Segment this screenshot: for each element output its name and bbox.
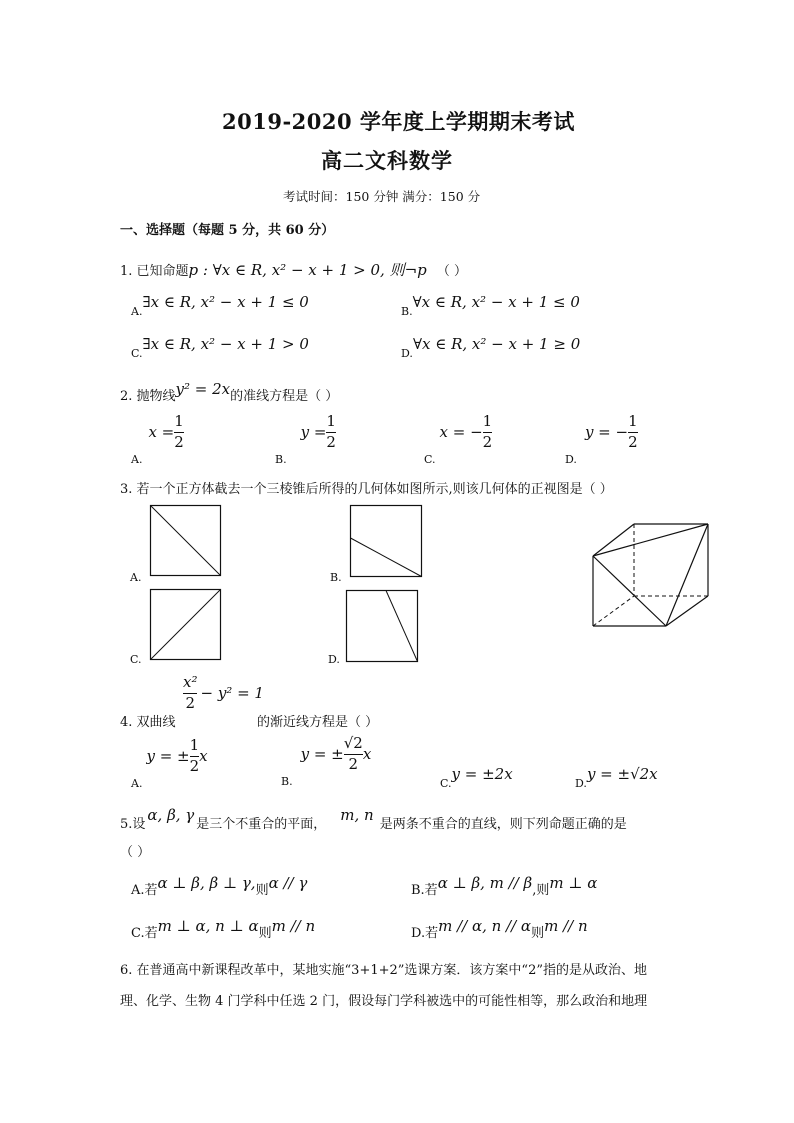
q3-option-c-figure <box>150 589 222 661</box>
q1-option-d-label: D. <box>401 347 413 360</box>
q5-option-c-then: 则 <box>258 926 272 941</box>
q5-option-a-label: A.若 <box>131 883 158 898</box>
q3-option-a-label: A. <box>130 571 142 584</box>
q5-stem-b: 是三个不重合的平面， <box>196 817 327 832</box>
exam-info: 考试时间：150 分钟 满分：150 分 <box>283 189 481 204</box>
q5-stem <box>120 806 627 832</box>
q4-option-c <box>440 764 513 790</box>
q1-option-b <box>401 292 580 318</box>
q1-option-b-label: B. <box>401 305 413 318</box>
q5-option-d-label: D.若 <box>411 926 439 941</box>
q1-option-c <box>131 334 309 360</box>
q4-option-d-math: y = ±√2x <box>586 765 658 783</box>
q4-option-a-frac <box>190 738 200 775</box>
q4-option-b <box>281 736 371 788</box>
q1-stem-prefix: 1. 已知命题 <box>120 264 189 279</box>
q3-stem: 3. 若一个正方体截去一个三棱锥后所得的几何体如图所示,则该几何体的正视图是（ ） <box>120 482 613 497</box>
q4-option-c-label: C. <box>440 777 452 790</box>
q4-equation-frac <box>183 675 197 712</box>
q5-stem-mn: m, n <box>340 806 374 824</box>
q4-option-c-math: y = ±2x <box>451 765 513 783</box>
q4-option-a <box>131 738 208 790</box>
q4-option-a-lhs: y = ± <box>146 746 190 765</box>
q5-option-b-label: B.若 <box>411 883 438 898</box>
q2-option-d-lhs: y = − <box>584 422 629 441</box>
exam-subtitle: 高二文科数学 <box>321 148 453 173</box>
q4-eq-den: 2 <box>185 693 196 712</box>
q3-option-d-label: D. <box>328 653 340 666</box>
q5-option-b-concl: m ⊥ α <box>549 874 598 892</box>
q5-option-b-math: α ⊥ β, m // β <box>437 874 533 892</box>
q2-stem <box>120 380 338 404</box>
q4-option-a-den: 2 <box>189 756 200 775</box>
q5-option-d-concl: m // n <box>544 917 588 935</box>
q4-option-a-tail: x <box>199 746 208 765</box>
q1-option-c-label: C. <box>131 347 143 360</box>
q2-option-c <box>424 414 492 466</box>
q5-option-a <box>131 873 307 898</box>
q4-stem-suffix: 的渐近线方程是（ ） <box>257 715 379 730</box>
q4-eq-rest: − y² = 1 <box>200 683 264 702</box>
q2-option-d-num: 1 <box>628 412 638 430</box>
q5-stem-greek: α, β, γ <box>147 806 195 824</box>
q5-option-a-concl: α // γ <box>268 874 308 892</box>
q4-option-b-tail: x <box>362 744 372 763</box>
q4-option-b-den: 2 <box>348 754 359 773</box>
q6-line-1: 6. 在普通高中新课程改革中，某地实施“3+1+2”选课方案．该方案中“2”指的是从政治、地 <box>120 963 647 978</box>
q3-option-c-label: C. <box>130 653 142 666</box>
q2-option-b-label: B. <box>275 452 287 466</box>
q5-option-c-concl: m // n <box>271 917 316 935</box>
q2-option-b-frac <box>326 414 336 451</box>
q5-option-b-then: ,则 <box>532 883 550 898</box>
q2-option-a-num: 1 <box>174 412 184 430</box>
q3-solid-figure <box>590 520 715 630</box>
q1-option-c-math: ∃x ∈ R, x² − x + 1 > 0 <box>142 335 309 353</box>
q1-option-b-math: ∀x ∈ R, x² − x + 1 ≤ 0 <box>412 293 580 311</box>
q4-eq-num: x² <box>183 673 198 691</box>
q5-option-d-math: m // α, n // α <box>438 917 532 935</box>
q5-option-d-then: 则 <box>531 926 545 941</box>
q1-option-d <box>401 334 580 360</box>
q1-stem <box>120 259 467 280</box>
q4-option-a-num: 1 <box>189 736 200 754</box>
q1-paren: （ ） <box>436 264 468 279</box>
section-heading: 一、选择题（每题 5 分，共 60 分） <box>120 223 335 238</box>
q4-option-a-label: A. <box>131 776 143 790</box>
q2-option-a-den: 2 <box>174 432 184 451</box>
q2-stem-math: y² = 2x <box>175 380 231 398</box>
q1-option-d-math: ∀x ∈ R, x² − x + 1 ≥ 0 <box>412 335 581 353</box>
q5-option-b <box>411 873 597 898</box>
q2-option-a-label: A. <box>131 452 143 466</box>
q5-option-c-label: C.若 <box>131 926 158 941</box>
q5-option-a-math: α ⊥ β, β ⊥ γ, <box>157 874 256 892</box>
q2-option-a-frac <box>174 414 184 451</box>
q1-option-a-math: ∃x ∈ R, x² − x + 1 ≤ 0 <box>142 293 309 311</box>
q2-option-c-label: C. <box>424 452 436 466</box>
q1-option-a <box>131 292 309 318</box>
q5-stem-a: 5.设 <box>120 817 146 832</box>
q4-option-d <box>575 764 658 790</box>
q2-option-b-num: 1 <box>326 412 336 430</box>
q2-option-b-den: 2 <box>326 432 336 451</box>
q4-option-b-label: B. <box>281 774 293 788</box>
q3-option-b-figure <box>350 505 422 577</box>
q4-equation <box>183 675 264 712</box>
q5-option-d <box>411 916 588 941</box>
q5-stem-c: 是两条不重合的直线，则下列命题正确的是 <box>379 817 627 832</box>
q1-option-a-label: A. <box>131 305 143 318</box>
q2-option-c-frac <box>483 414 493 451</box>
q2-option-c-num: 1 <box>482 412 493 430</box>
q2-option-c-den: 2 <box>482 432 493 451</box>
q2-stem-prefix: 2. 抛物线 <box>120 389 176 404</box>
q4-option-b-num: √2 <box>343 734 363 752</box>
q6-line-2: 理、化学、生物 4 门学科中任选 2 门，假设每门学科被选中的可能性相等，那么政治和地理 <box>120 994 648 1009</box>
q5-option-c-math: m ⊥ α, n ⊥ α <box>157 917 259 935</box>
q2-option-a <box>131 414 184 466</box>
q3-option-a-figure <box>150 505 222 577</box>
q2-stem-suffix: 的准线方程是（ ） <box>230 389 339 404</box>
q2-option-b <box>275 414 336 466</box>
q4-stem-prefix: 4. 双曲线 <box>120 715 176 730</box>
q2-option-d-label: D. <box>565 452 577 466</box>
q2-option-d-frac <box>628 414 638 451</box>
q5-paren: （ ） <box>120 845 151 860</box>
q4-option-d-label: D. <box>575 777 587 790</box>
q5-option-c <box>131 916 315 941</box>
q3-option-d-figure <box>346 590 418 662</box>
q4-option-b-frac <box>344 736 363 773</box>
q1-stem-math: p : ∀x ∈ R, x² − x + 1 > 0, 则¬p <box>188 261 427 279</box>
q4-option-b-lhs: y = ± <box>300 744 344 763</box>
q2-option-b-lhs: y = <box>300 422 327 441</box>
q5-option-a-then: 则 <box>255 883 269 898</box>
q2-option-d-den: 2 <box>628 432 638 451</box>
q3-option-b-label: B. <box>330 571 342 584</box>
q2-option-c-lhs: x = − <box>439 422 483 441</box>
q2-option-a-lhs: x = <box>148 422 175 441</box>
q2-option-d <box>565 414 638 466</box>
exam-title: 2019-2020 学年度上学期期末考试 <box>222 109 575 134</box>
